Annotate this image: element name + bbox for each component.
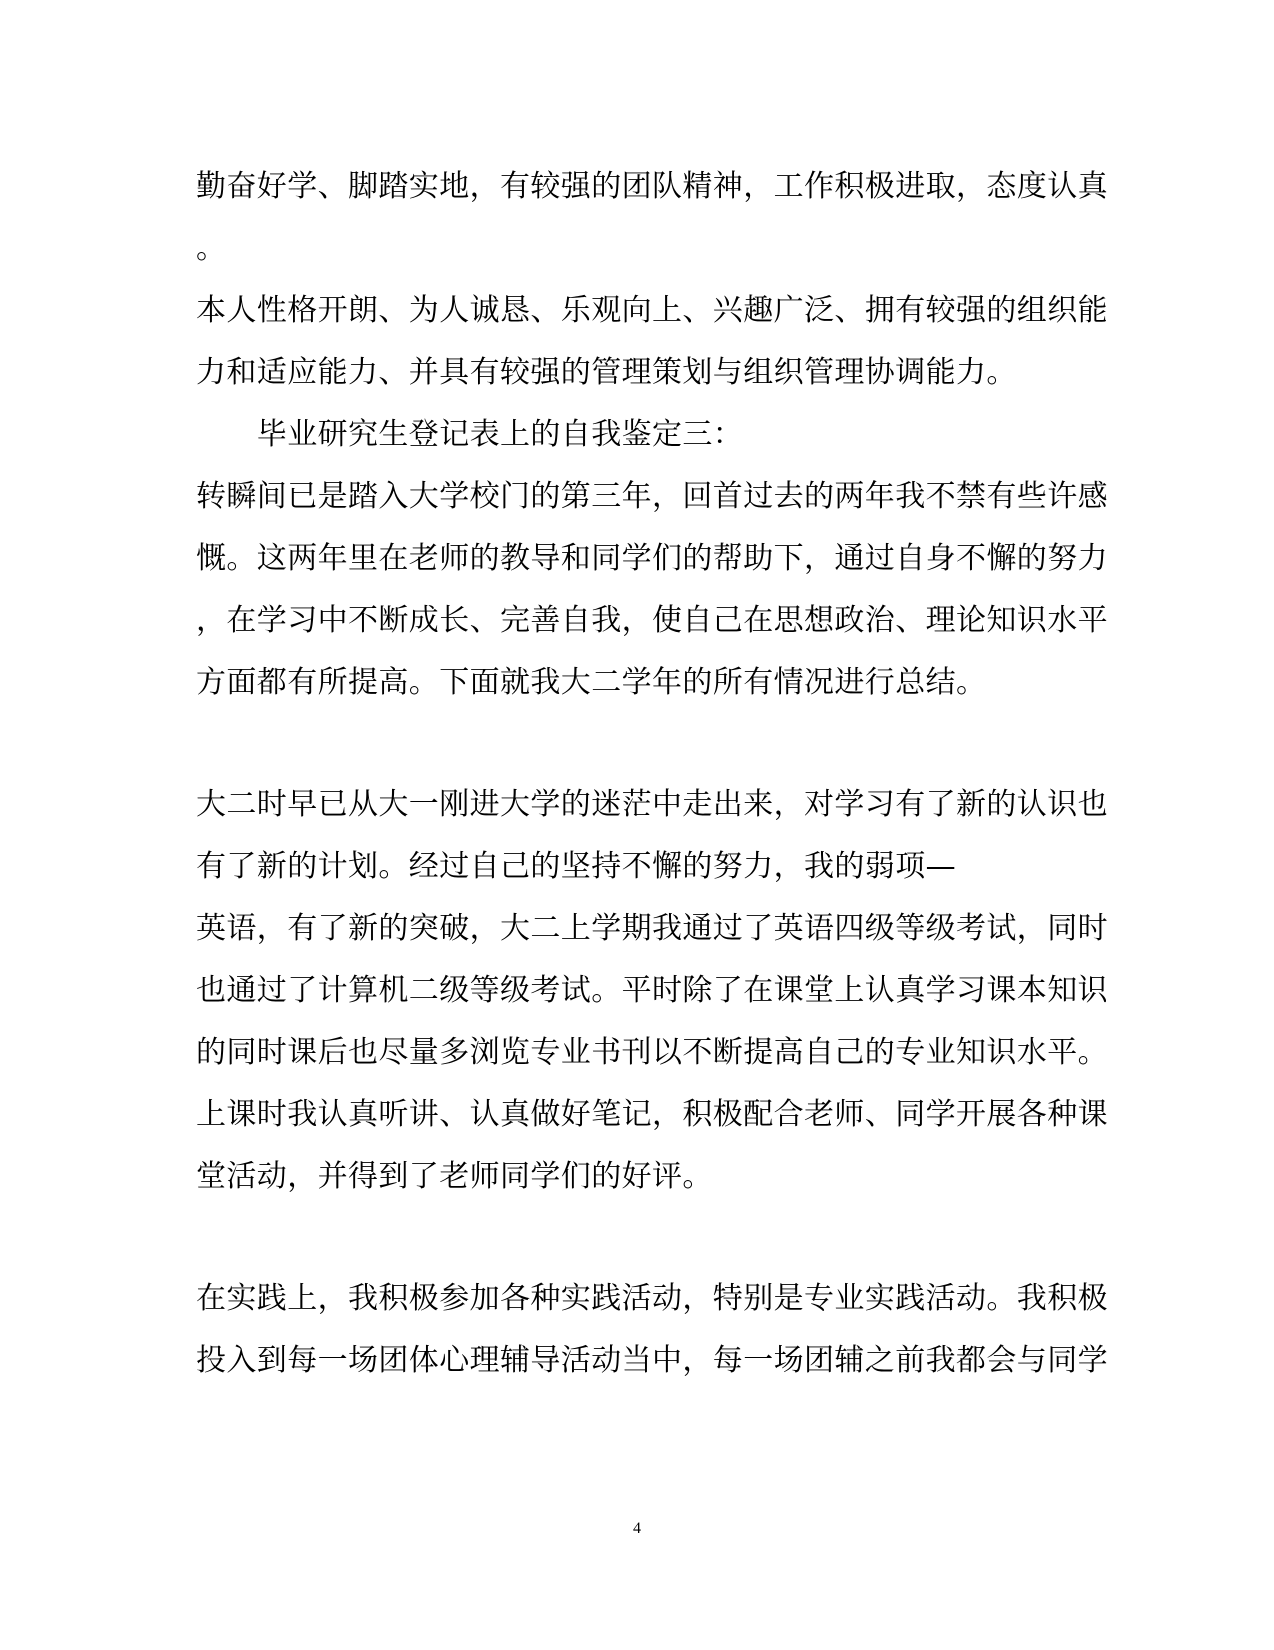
- text-line: 上课时我认真听讲、认真做好笔记，积极配合老师、同学开展各种课: [196, 1097, 1108, 1132]
- text-line: 。: [196, 231, 227, 266]
- text-line: 英语，有了新的突破，大二上学期我通过了英语四级等级考试，同时: [196, 911, 1108, 946]
- text-line: 在实践上，我积极参加各种实践活动，特别是专业实践活动。我积极: [196, 1281, 1108, 1316]
- text-line: 勤奋好学、脚踏实地，有较强的团队精神，工作积极进取，态度认真: [196, 169, 1108, 204]
- text-line: 方面都有所提高。下面就我大二学年的所有情况进行总结。: [196, 665, 987, 700]
- text-line: ，在学习中不断成长、完善自我，使自己在思想政治、理论知识水平: [196, 603, 1108, 638]
- text-line: 慨。这两年里在老师的教导和同学们的帮助下，通过自身不懈的努力: [196, 541, 1108, 576]
- text-line: 堂活动，并得到了老师同学们的好评。: [196, 1159, 713, 1194]
- text-line: 的同时课后也尽量多浏览专业书刊以不断提高自己的专业知识水平。: [196, 1035, 1108, 1070]
- text-line: 大二时早已从大一刚进大学的迷茫中走出来，对学习有了新的认识也: [196, 787, 1108, 822]
- text-line: 投入到每一场团体心理辅导活动当中，每一场团辅之前我都会与同学: [196, 1343, 1108, 1378]
- text-line: 本人性格开朗、为人诚恳、乐观向上、兴趣广泛、拥有较强的组织能: [196, 293, 1108, 328]
- page-number: 4: [633, 1520, 641, 1537]
- section-heading: 毕业研究生登记表上的自我鉴定三：: [196, 417, 744, 452]
- text-line: 也通过了计算机二级等级考试。平时除了在课堂上认真学习课本知识: [196, 973, 1108, 1008]
- text-line: 转瞬间已是踏入大学校门的第三年，回首过去的两年我不禁有些许感: [196, 479, 1108, 514]
- text-line: 力和适应能力、并具有较强的管理策划与组织管理协调能力。: [196, 355, 1017, 390]
- text-line: 有了新的计划。经过自己的坚持不懈的努力，我的弱项—: [196, 849, 956, 884]
